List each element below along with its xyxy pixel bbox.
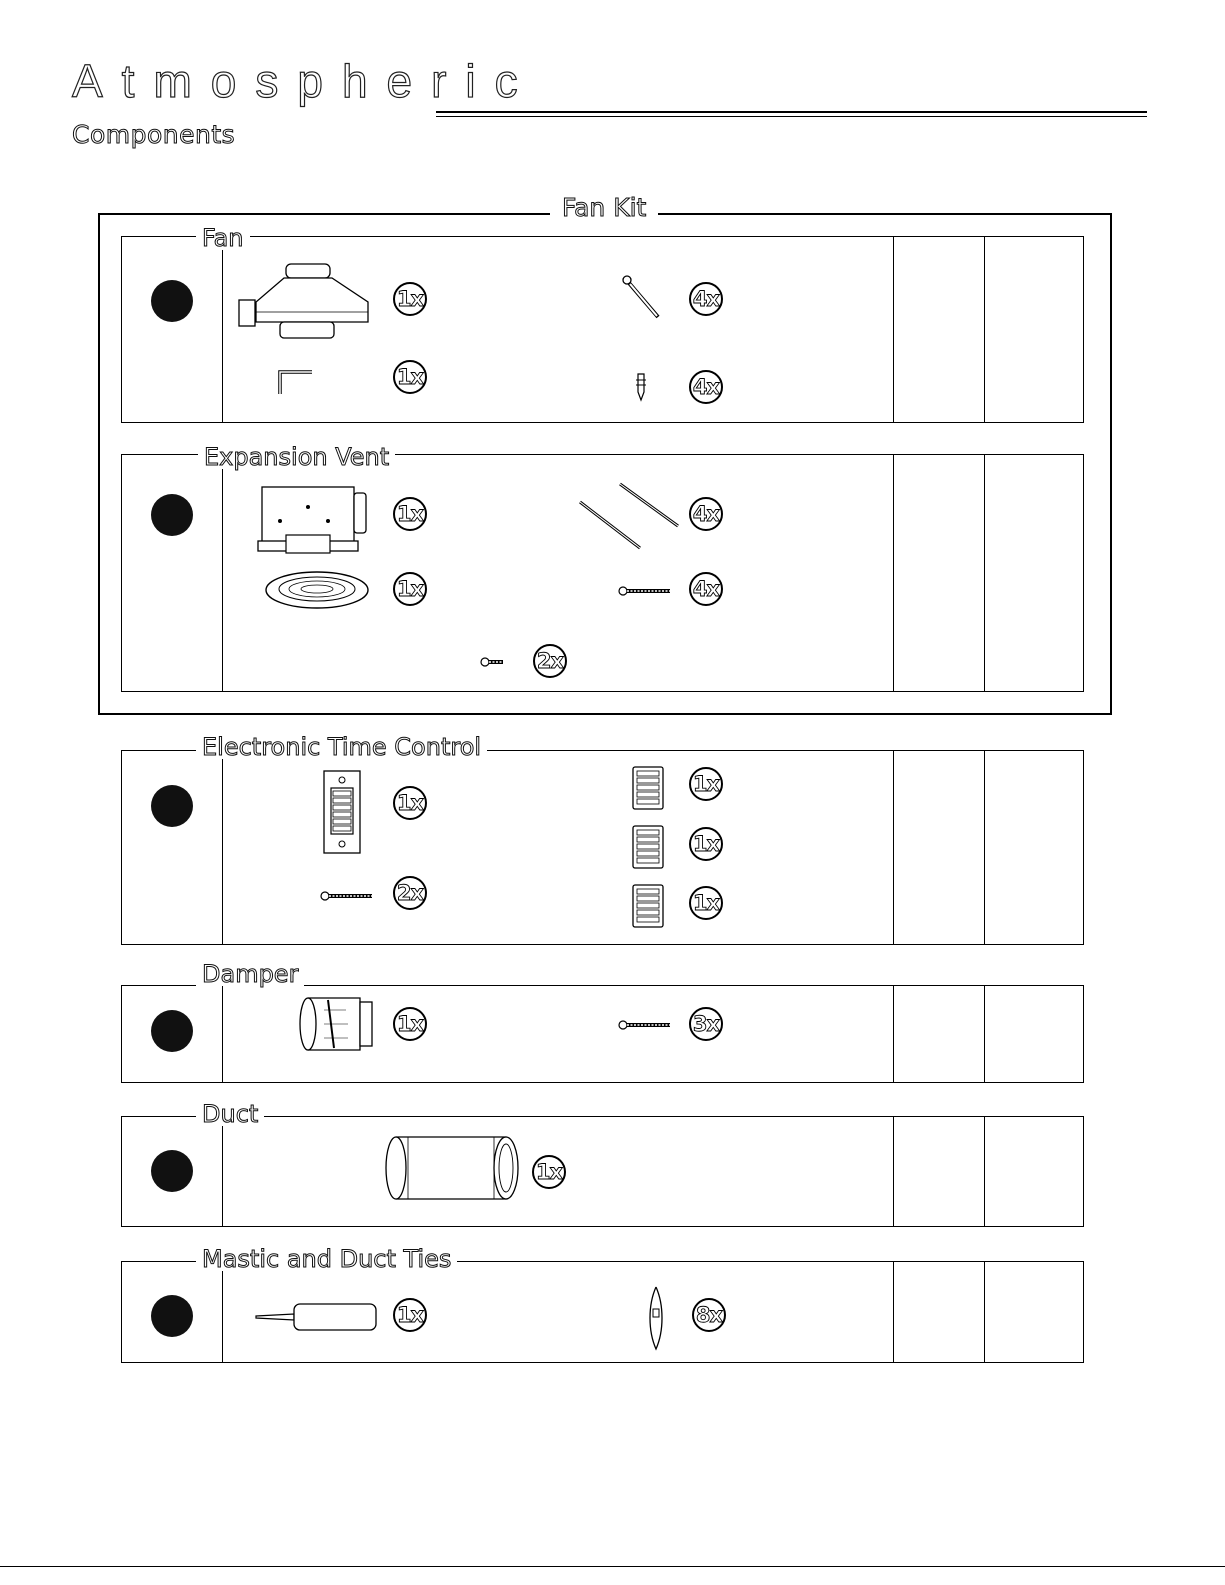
screw-icon — [618, 1020, 672, 1030]
footer-rule — [0, 1566, 1225, 1567]
inline-fan-icon — [236, 262, 376, 342]
faceplate-icon — [632, 884, 664, 928]
vent-housing-icon — [258, 485, 370, 557]
page-subtitle: Components — [72, 120, 236, 149]
damper-icon — [298, 996, 374, 1052]
quantity-badge: 1x — [393, 497, 427, 531]
duct-tie-icon — [646, 1285, 666, 1351]
quantity-badge: 2x — [533, 644, 567, 678]
hex-key-icon — [278, 370, 314, 396]
section-title: Mastic and Duct Ties — [196, 1247, 457, 1271]
section-title: Damper — [196, 962, 304, 986]
fan-kit-title: Fan Kit — [550, 193, 658, 222]
short-screw-icon — [480, 657, 504, 667]
section-electronic-time-control — [121, 750, 1084, 945]
timer-switch-icon — [323, 770, 361, 854]
step-marker — [151, 280, 193, 322]
mastic-tube-icon — [254, 1302, 378, 1332]
faceplate-icon — [632, 825, 664, 869]
quantity-badge: 1x — [689, 827, 723, 861]
quantity-badge: 1x — [689, 886, 723, 920]
section-damper — [121, 985, 1084, 1083]
quantity-badge: 1x — [689, 767, 723, 801]
quantity-badge: 1x — [393, 360, 427, 394]
quantity-badge: 4x — [689, 282, 723, 316]
step-marker — [151, 785, 193, 827]
wall-anchor-icon — [634, 372, 648, 402]
screw-icon — [320, 891, 374, 901]
header-rule — [436, 111, 1147, 113]
quantity-badge: 1x — [393, 282, 427, 316]
quantity-badge: 1x — [393, 1007, 427, 1041]
header-rule-thin — [436, 116, 1147, 117]
section-title: Expansion Vent — [198, 445, 395, 469]
section-title: Fan — [196, 226, 250, 250]
section-title: Duct — [196, 1102, 264, 1126]
screw-icon — [618, 586, 672, 596]
step-marker — [151, 1295, 193, 1337]
quantity-badge: 8x — [692, 1298, 726, 1332]
step-marker — [151, 1150, 193, 1192]
section-title: Electronic Time Control — [196, 735, 487, 759]
quantity-badge: 4x — [689, 572, 723, 606]
hanger-bar-icon — [578, 482, 682, 552]
quantity-badge: 1x — [393, 1298, 427, 1332]
quantity-badge: 3x — [689, 1007, 723, 1041]
faceplate-icon — [632, 766, 664, 810]
quantity-badge: 1x — [393, 572, 427, 606]
section-duct — [121, 1116, 1084, 1227]
vent-grille-icon — [264, 570, 370, 610]
long-screw-icon — [622, 275, 662, 321]
duct-icon — [378, 1133, 524, 1203]
brand-title: Atmospheric — [72, 55, 537, 107]
quantity-badge: 2x — [393, 876, 427, 910]
step-marker — [151, 1010, 193, 1052]
quantity-badge: 1x — [393, 786, 427, 820]
step-marker — [151, 494, 193, 536]
quantity-badge: 1x — [532, 1155, 566, 1189]
quantity-badge: 4x — [689, 497, 723, 531]
quantity-badge: 4x — [689, 370, 723, 404]
